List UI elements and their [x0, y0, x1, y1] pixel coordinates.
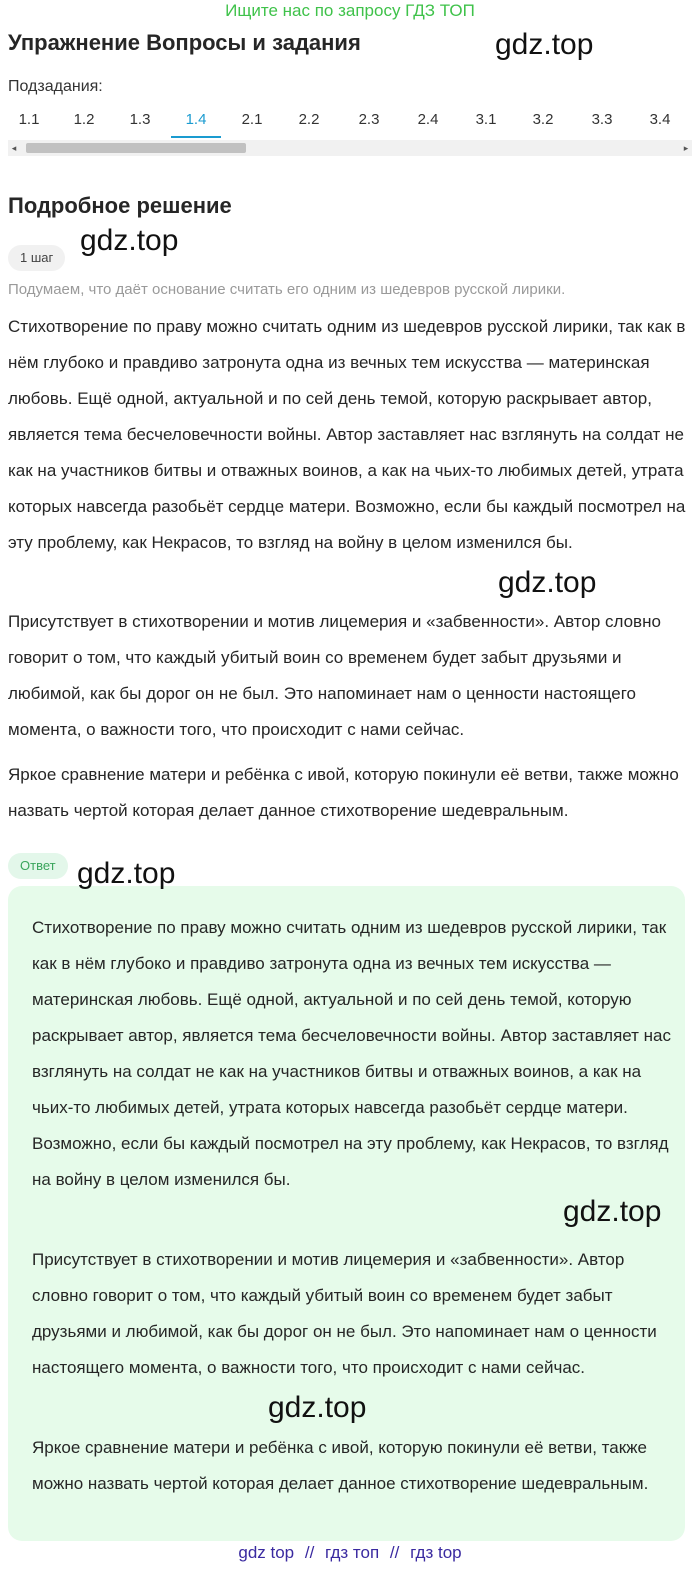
- scroll-thumb[interactable]: [26, 143, 246, 153]
- tab-2-1[interactable]: 2.1: [241, 111, 263, 128]
- tab-3-2[interactable]: 3.2: [532, 111, 554, 128]
- answer-paragraph: Стихотворение по праву можно считать одним из шедевров русской лирики, так как в нём глубоко и правдиво затронута одна из вечных тем искусства — материнская любовь. Ещё одной, актуальной и по сей день темой, которую раскрывает автор, является тема бесчеловечности войны. Автор заставляет нас взглянуть на солдат не как на участников битвы и отважных воинов, а как на чьих-то любимых детей, утрата которых навсегда разобьёт сердце матери. Возможно, если бы каждый посмотрел на эту проблему, как Некрасов, то взгляд на войну в целом изменился бы.: [32, 918, 672, 1189]
- page-title: Упражнение Вопросы и задания: [8, 30, 361, 55]
- footer-link[interactable]: гдз топ: [325, 1543, 380, 1562]
- tab-1-3[interactable]: 1.3: [129, 111, 151, 128]
- tab-3-3[interactable]: 3.3: [591, 111, 613, 128]
- watermark: gdz.top: [77, 857, 176, 890]
- watermark: gdz.top: [563, 1195, 662, 1228]
- tab-3-1[interactable]: 3.1: [475, 111, 497, 128]
- tab-1-4[interactable]: 1.4: [171, 106, 221, 138]
- tab-1-1[interactable]: 1.1: [18, 111, 40, 128]
- footer-link[interactable]: гдз top: [410, 1543, 462, 1562]
- top-banner: Ищите нас по запросу ГДЗ ТОП: [225, 1, 475, 20]
- footer-separator: //: [304, 1543, 315, 1562]
- watermark: gdz.top: [80, 224, 179, 257]
- footer-separator: //: [389, 1543, 400, 1562]
- section-title: Подробное решение: [8, 193, 232, 218]
- footer-link[interactable]: gdz top: [238, 1543, 295, 1562]
- horizontal-scrollbar[interactable]: [8, 140, 692, 156]
- tab-3-4[interactable]: 3.4: [649, 111, 671, 128]
- answer-badge: Ответ: [8, 853, 68, 879]
- tab-2-3[interactable]: 2.3: [358, 111, 380, 128]
- tab-1-2[interactable]: 1.2: [73, 111, 95, 128]
- solution-paragraph: Присутствует в стихотворении и мотив лицемерия и «забвенности». Автор словно говорит о том, что каждый убитый воин со временем будет забыт друзьями и любимой, как бы дорог он не был. Это напоминает нам о ценности настоящего момента, о важности того, что происходит с нами сейчас.: [8, 612, 661, 739]
- step-badge: 1 шаг: [8, 245, 65, 271]
- scroll-right-icon[interactable]: ▸: [683, 143, 689, 153]
- tab-2-4[interactable]: 2.4: [417, 111, 439, 128]
- answer-paragraph: Присутствует в стихотворении и мотив лицемерия и «забвенности». Автор словно говорит о том, что каждый убитый воин со временем будет забыт друзьями и любимой, как бы дорог он не был. Это напоминает нам о ценности настоящего момента, о важности того, что происходит с нами сейчас.: [32, 1250, 657, 1377]
- answer-paragraph: Яркое сравнение матери и ребёнка с ивой, которую покинули её ветви, также можно назвать чертой которая делает данное стихотворение шедевральным.: [32, 1438, 649, 1493]
- solution-paragraph: Стихотворение по праву можно считать одним из шедевров русской лирики, так как в нём глубоко и правдиво затронута одна из вечных тем искусства — материнская любовь. Ещё одной, актуальной и по сей день темой, которую раскрывает автор, является тема бесчеловечности войны. Автор заставляет нас взглянуть на солдат не как на участников битвы и отважных воинов, а как на чьих-то любимых детей, утрата которых навсегда разобьёт сердце матери. Возможно, если бы каждый посмотрел на эту проблему, как Некрасов, то взгляд на войну в целом изменился бы.: [8, 317, 686, 552]
- subtasks-label: Подзадания:: [8, 78, 103, 95]
- watermark: gdz.top: [268, 1391, 367, 1424]
- watermark: gdz.top: [498, 566, 597, 599]
- footer-links: [0, 1543, 700, 1563]
- solution-paragraph: Яркое сравнение матери и ребёнка с ивой, которую покинули её ветви, также можно назвать чертой которая делает данное стихотворение шедевральным.: [8, 765, 679, 820]
- hint-text: Подумаем, что даёт основание считать его одним из шедевров русской лирики.: [8, 281, 566, 298]
- watermark: gdz.top: [495, 28, 594, 61]
- tab-2-2[interactable]: 2.2: [298, 111, 320, 128]
- subtask-tabs: [0, 106, 700, 138]
- scroll-left-icon[interactable]: ◂: [11, 143, 17, 153]
